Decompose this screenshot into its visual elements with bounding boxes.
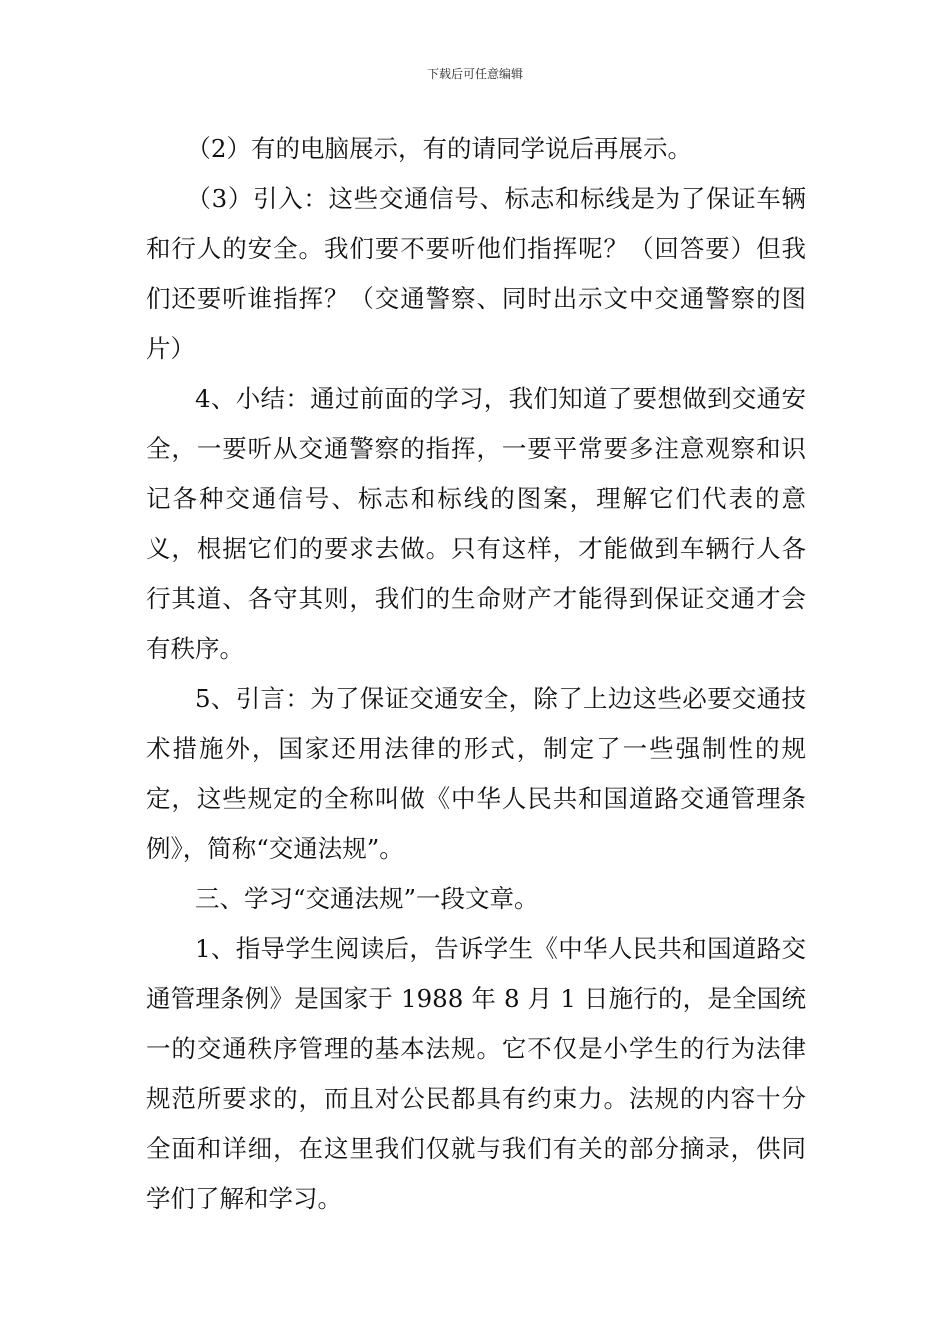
paragraph-display-method: （2）有的电脑展示，有的请同学说后再展示。 (186, 134, 693, 163)
paragraph-introduction: （3）引入：这些交通信号、标志和标线是为了保证车辆和行人的安全。我们要不要听他们指挥呢？（回答要）但我们还要听谁指挥？（交通警察、同时出示文中交通警察的图片） (146, 184, 806, 363)
document-body (146, 124, 806, 1224)
section-heading-traffic-rules: 三、学习“交通法规”一段文章。 (195, 884, 539, 913)
page-header-note: 下载后可任意编辑 (426, 67, 523, 81)
paragraph-reading-guidance: 1、指导学生阅读后，告诉学生《中华人民共和国道路交通管理条例》是国家于 1988 年 8 月 1 日施行的，是全国统一的交通秩序管理的基本法规。它不仅是小学生的行为法律规范所要求的，而且对公民都具有约束力。法规的内容十分全面和详细，在这里我们仅就与我们有关的部分摘录，供同学们了解和学习。 (146, 934, 806, 1213)
paragraph-summary: 4、小结：通过前面的学习，我们知道了要想做到交通安全，一要听从交通警察的指挥，一要平常要多注意观察和识记各种交通信号、标志和标线的图案，理解它们代表的意义，根据它们的要求去做。只有这样，才能做到车辆行人各行其道、各守其则，我们的生命财产才能得到保证交通才会有秩序。 (146, 384, 806, 663)
paragraph-foreword: 5、引言：为了保证交通安全，除了上边这些必要交通技术措施外，国家还用法律的形式，制定了一些强制性的规定，这些规定的全称叫做《中华人民共和国道路交通管理条例》，简称“交通法规”。 (146, 684, 806, 863)
